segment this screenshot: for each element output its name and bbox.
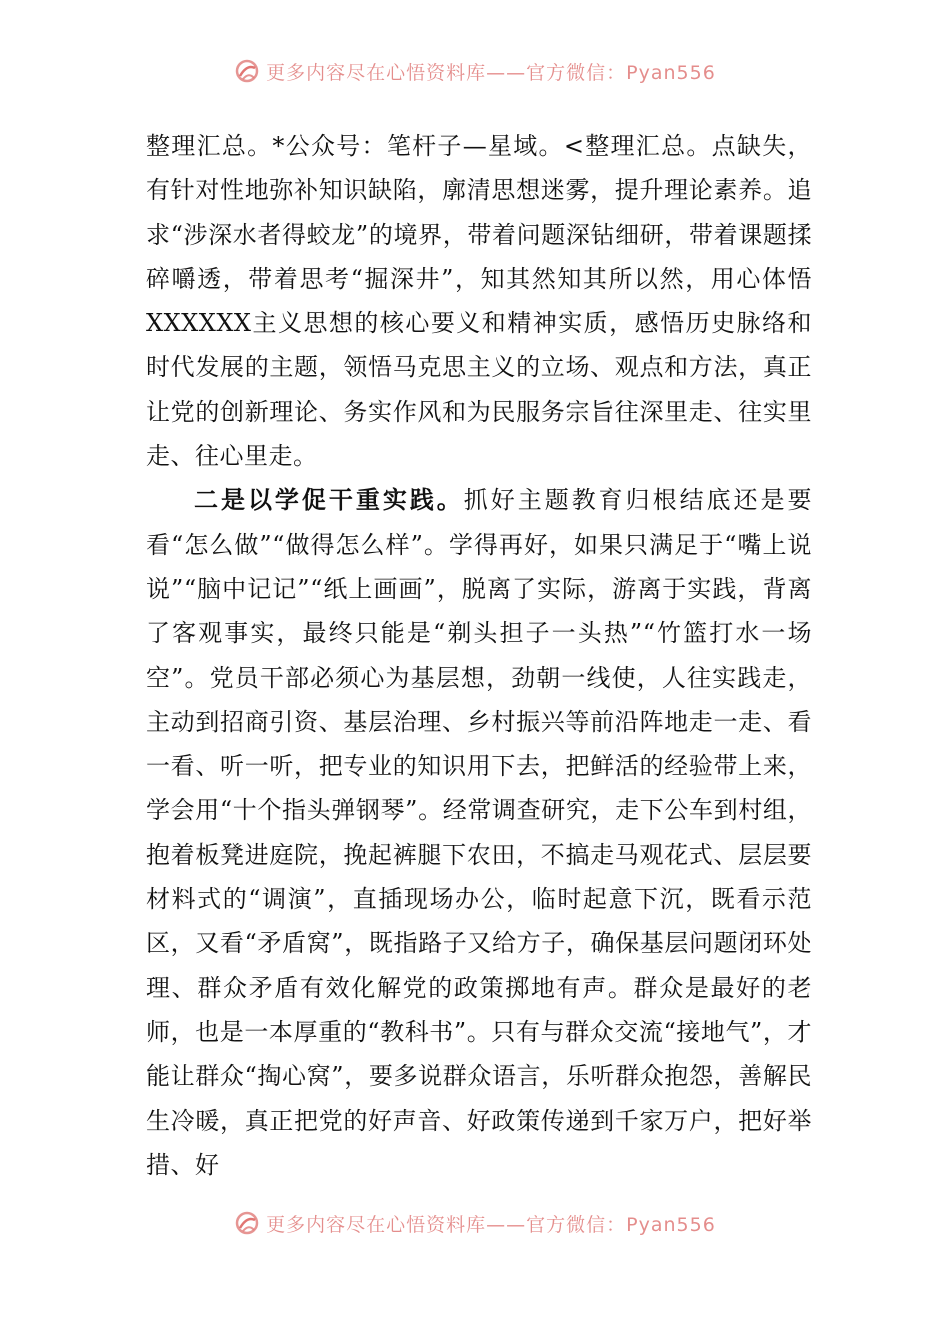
header-watermark <box>0 56 950 86</box>
paragraph-2-lead: 二是以学促干重实践。 <box>194 485 464 515</box>
paragraph-2-text: 抓好主题教育归根结底还是要看“怎么做”“做得怎么样”。学得再好，如果只满足于“嘴上说说”“脑中记记”“纸上画画”，脱离了实际，游离于实践，背离了客观事实，最终只能是“剃头担子一头热”“竹篮打水一场空”。党员干部必须心为基层想，劲朝一线使，人往实践走，主动到招商引资、基层治理、乡村振兴等前沿阵地走一走、看一看、听一听，把专业的知识用下去，把鲜活的经验带上来，学会用“十个指头弹钢琴”。经常调查研究，走下公车到村组，抱着板凳进庭院，挽起裤腿下农田，不搞走马观花式、层层要材料式的“调演”，直插现场办公，临时起意下沉，既看示范区，又看“矛盾窝”，既指路子又给方子，确保基层问题闭环处理、群众矛盾有效化解党的政策掷地有声。群众是最好的老师，也是一本厚重的“教科书”。只有与群众交流“接地气”，才能让群众“掏心窝”，要多说群众语言，乐听群众抱怨，善解民生冷暖，真正把党的好声音、好政策传递到千家万户，把好举措、好 <box>146 486 813 1179</box>
document-body <box>146 124 812 1187</box>
header-watermark-text: 更多内容尽在心悟资料库——官方微信：Pyan556 <box>266 61 716 84</box>
footer-watermark <box>0 1208 950 1238</box>
paragraph-2 <box>146 478 812 1187</box>
brand-logo-icon <box>234 58 260 84</box>
paragraph-1: 整理汇总。*公众号：笔杆子—星域。<整理汇总。点缺失，有针对性地弥补知识缺陷，廓清思想迷雾，提升理论素养。追求“涉深水者得蛟龙”的境界，带着问题深钻细研，带着课题揉碎嚼透，带着思考“掘深井”，知其然知其所以然，用心体悟XXXXXX主义思想的核心要义和精神实质，感悟历史脉络和时代发展的主题，领悟马克思主义的立场、观点和方法，真正让党的创新理论、务实作风和为民服务宗旨往深里走、往实里走、往心里走。 <box>146 132 812 471</box>
footer-watermark-text: 更多内容尽在心悟资料库——官方微信：Pyan556 <box>266 1213 716 1236</box>
brand-logo-icon <box>234 1210 260 1236</box>
